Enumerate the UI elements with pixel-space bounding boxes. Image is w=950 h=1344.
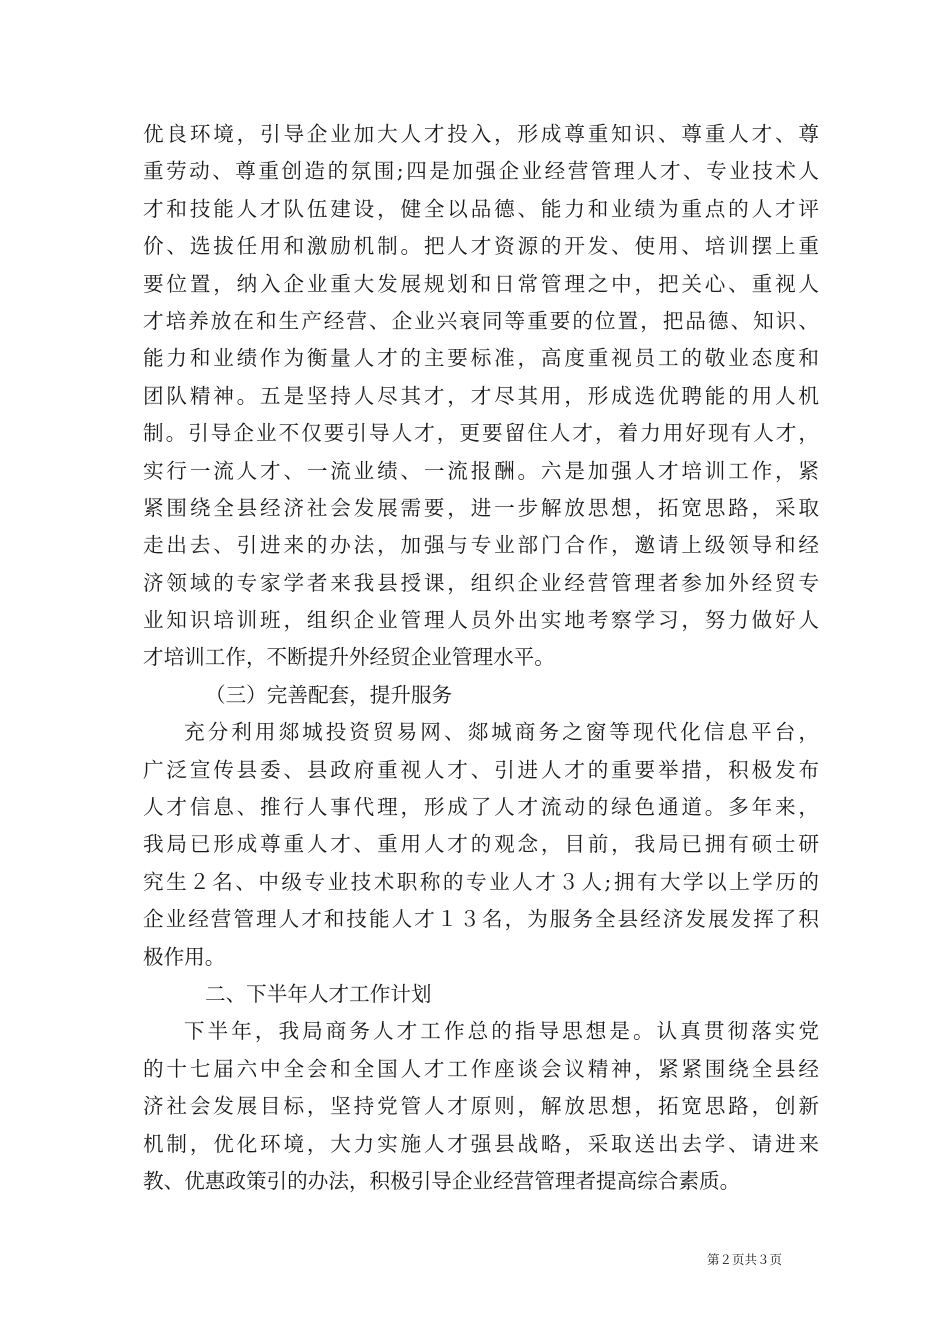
- text-line: 才培养放在和生产经营、企业兴衰同等重要的位置，把品德、知识、: [143, 308, 819, 333]
- text-line: 机制，优化环境，大力实施人才强县战略，采取送出去学、请进来: [143, 1131, 819, 1156]
- text-line: 紧围绕全县经济社会发展需要，进一步解放思想，拓宽思路，采取: [143, 495, 819, 520]
- text-line: 能力和业绩作为衡量人才的主要标准，高度重视员工的敬业态度和: [143, 346, 819, 371]
- text-line: 要位置，纳入企业重大发展规划和日常管理之中，把关心、重视人: [143, 271, 819, 296]
- text-line: 优良环境，引导企业加大人才投入，形成尊重知识、尊重人才、尊: [143, 122, 819, 146]
- paragraph-first-line: 下半年，我局商务人才工作总的指导思想是。认真贯彻落实党: [184, 1019, 819, 1044]
- section-heading: 二、下半年人才工作计划: [205, 981, 432, 1006]
- text-line: 才培训工作，不断提升外经贸企业管理水平。: [143, 645, 555, 670]
- text-line: 究生２名、中级专业技术职称的专业人才３人;拥有大学以上学历的: [143, 869, 819, 894]
- text-line: 走出去、引进来的办法，加强与专业部门合作，邀请上级领导和经: [143, 533, 819, 558]
- text-line: 济社会发展目标，坚持党管人才原则，解放思想，拓宽思路，创新: [143, 1094, 819, 1119]
- text-line: 制。引导企业不仅要引导人才，更要留住人才，着力用好现有人才，: [143, 421, 819, 446]
- text-line: 才和技能人才队伍建设，健全以品德、能力和业绩为重点的人才评: [143, 196, 819, 221]
- text-line: 极作用。: [143, 944, 226, 969]
- text-line: 实行一流人才、一流业绩、一流报酬。六是加强人才培训工作，紧: [143, 458, 819, 483]
- text-line: 团队精神。五是坚持人尽其才，才尽其用，形成选优聘能的用人机: [143, 383, 819, 408]
- text-line: 教、优惠政策引的办法，积极引导企业经营管理者提高综合素质。: [143, 1168, 741, 1193]
- paragraph-first-line: 充分利用郯城投资贸易网、郯城商务之窗等现代化信息平台，: [184, 720, 819, 745]
- page-number: 第２页共３页: [707, 1252, 783, 1267]
- text-line: 人才信息、推行人事代理，形成了人才流动的绿色通道。多年来，: [143, 795, 819, 820]
- document-body: [143, 116, 819, 1200]
- text-line: 业知识培训班，组织企业管理人员外出实地考察学习，努力做好人: [143, 608, 819, 633]
- text-line: 广泛宣传县委、县政府重视人才、引进人才的重要举措，积极发布: [143, 757, 819, 782]
- section-heading: （三）完善配套，提升服务: [205, 682, 453, 707]
- text-line: 我局已形成尊重人才、重用人才的观念，目前，我局已拥有硕士研: [143, 832, 819, 857]
- text-line: 济领域的专家学者来我县授课，组织企业经营管理者参加外经贸专: [143, 570, 819, 595]
- text-line: 的十七届六中全会和全国人才工作座谈会议精神，紧紧围绕全县经: [143, 1056, 819, 1081]
- text-line: 企业经营管理人才和技能人才１３名，为服务全县经济发展发挥了积: [143, 907, 819, 932]
- text-line: 重劳动、尊重创造的氛围;四是加强企业经营管理人才、专业技术人: [143, 159, 819, 184]
- text-line: 价、选拔任用和激励机制。把人才资源的开发、使用、培训摆上重: [143, 234, 819, 259]
